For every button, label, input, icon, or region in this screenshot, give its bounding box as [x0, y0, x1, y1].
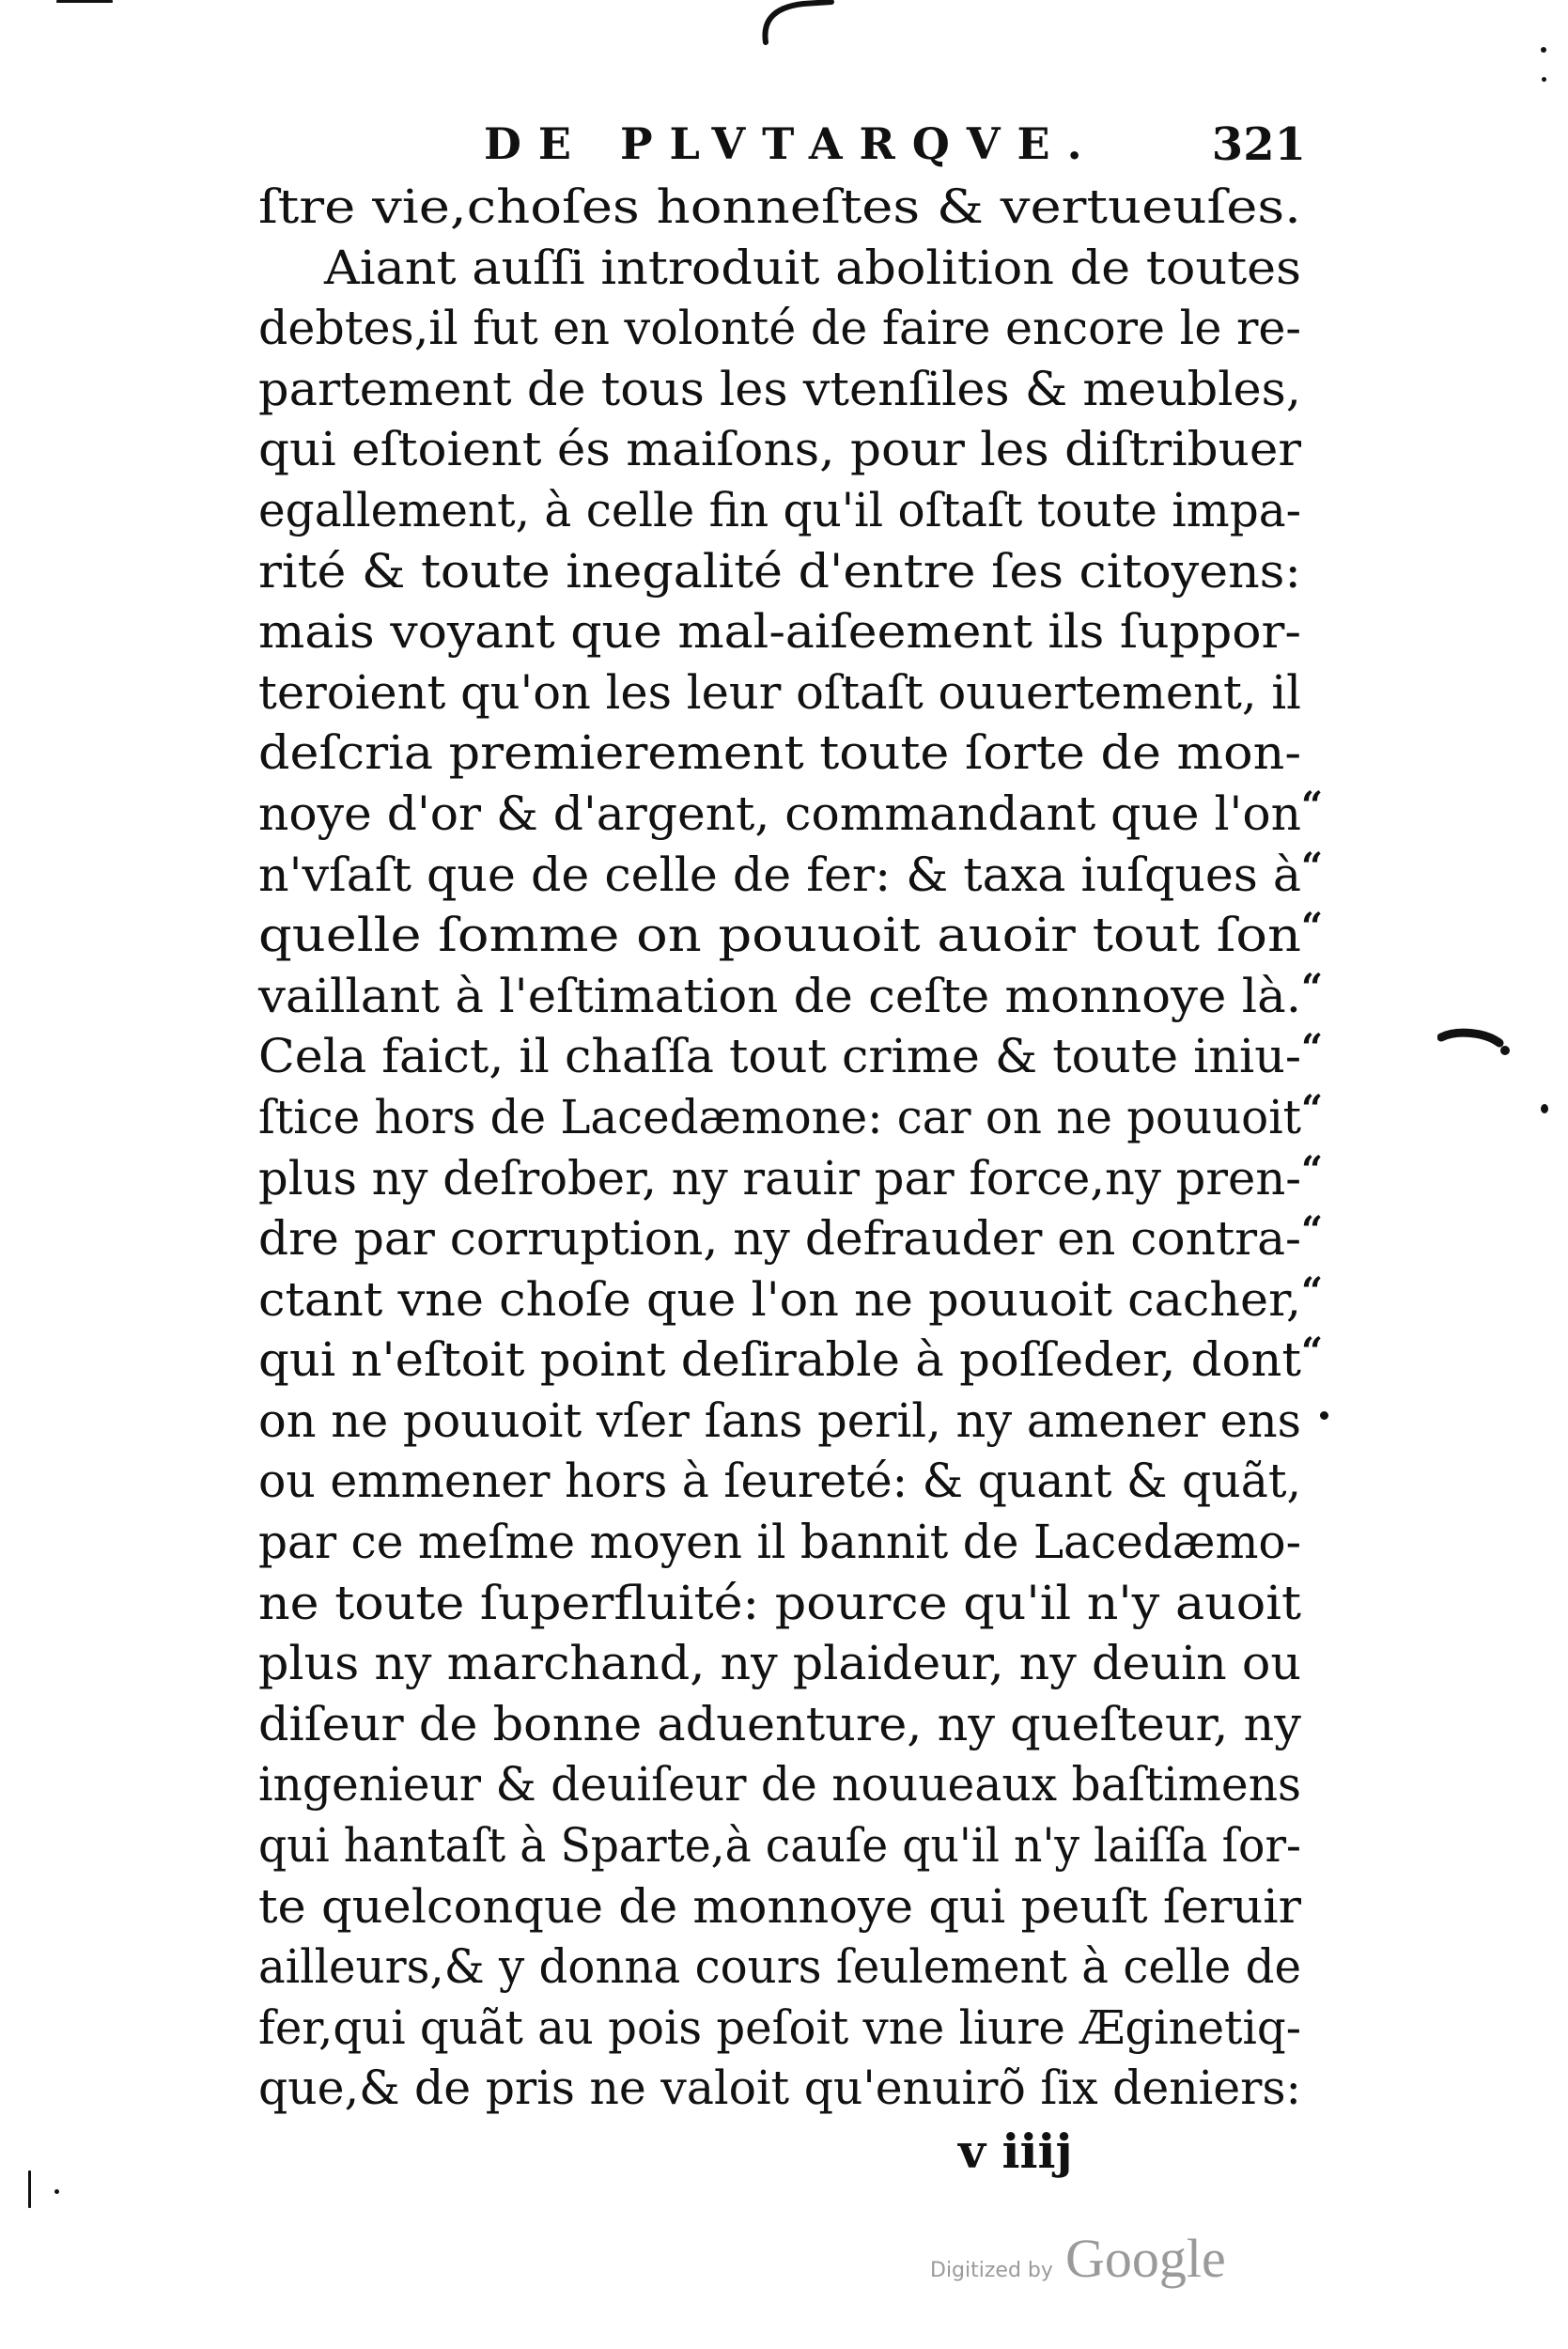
text-line-content: ailleurs,& y donna cours ſeulement à celle de — [258, 1939, 1301, 1995]
body-text — [258, 177, 1324, 2119]
signature-mark: v iiij — [958, 2123, 1073, 2179]
text-line-content: diſeur de bonne aduenture, ny queſteur, ny — [258, 1696, 1301, 1751]
text-line — [258, 359, 1301, 420]
text-line-content: noye d'or & d'argent, commandant que l'on — [258, 786, 1301, 841]
top-ink-mark — [752, 0, 836, 47]
text-line — [258, 1268, 1324, 1330]
text-line-content: qui n'eſtoit point deſirable à poſſeder, dont — [258, 1332, 1302, 1388]
text-line — [258, 1754, 1301, 1815]
text-line-content: debtes,il fut en volonté de faire encore le re- — [258, 301, 1301, 356]
text-line — [258, 723, 1301, 784]
margin-speck — [1320, 1411, 1328, 1420]
text-line-content: on ne pouuoit vſer ſans peril, ny amener ens — [258, 1392, 1301, 1448]
text-line — [258, 1815, 1301, 1876]
margin-ink-mark — [1437, 1024, 1513, 1062]
text-line — [258, 1937, 1301, 1998]
margin-quote-mark: “ — [1301, 965, 1324, 1010]
text-line — [258, 1512, 1301, 1573]
text-line — [258, 1573, 1301, 1634]
page-number: 321 — [1211, 118, 1306, 171]
margin-quote-mark: “ — [1301, 1208, 1324, 1253]
margin-speck — [54, 2189, 59, 2194]
margin-speck — [1541, 1104, 1548, 1113]
watermark-small-text: Digitized by — [930, 2259, 1053, 2282]
text-line — [258, 1998, 1301, 2059]
text-line — [258, 298, 1301, 359]
text-line — [258, 1086, 1324, 1148]
text-line — [258, 1026, 1324, 1087]
text-line — [258, 1451, 1301, 1512]
text-line-content: mais voyant que mal-aiſeement ils ſuppor- — [258, 604, 1301, 660]
text-line — [258, 1633, 1301, 1694]
margin-quote-mark: “ — [1301, 1026, 1324, 1071]
text-line-content: ſtre vie,choſes honneſtes & vertueuſes. — [258, 179, 1301, 234]
text-line-content: fer,qui quãt au pois peſoit vne liure Æginetiq- — [258, 1999, 1301, 2055]
text-line-content: te quelconque de monnoye qui peuſt ſeruir — [258, 1878, 1301, 1934]
text-line — [258, 965, 1324, 1027]
margin-quote-mark: “ — [1301, 1330, 1324, 1375]
text-line — [258, 1391, 1301, 1452]
text-line — [258, 238, 1301, 299]
text-line-content: ingenieur & deuiſeur de nouueaux baſtimens — [258, 1757, 1301, 1812]
text-line-content: qui eſtoient és maiſons, pour les diſtribuer — [258, 422, 1301, 477]
text-line — [258, 1694, 1301, 1755]
margin-quote-mark: “ — [1301, 844, 1324, 889]
text-line-content: ou emmener hors à ſeureté: & quant & quãt, — [258, 1454, 1301, 1509]
text-line-content: ctant vne choſe que l'on ne pouuoit cacher, — [258, 1271, 1301, 1327]
margin-speck — [1541, 47, 1546, 53]
margin-quote-mark: “ — [1301, 905, 1324, 950]
text-line — [258, 905, 1324, 966]
text-line-content: Aiant auſſi introduit abolition de toutes — [324, 240, 1301, 295]
edge-stroke — [28, 2170, 31, 2208]
text-line-content: quelle ſomme on pouuoit auoir tout ſon — [258, 908, 1301, 963]
margin-quote-mark: “ — [1301, 1086, 1324, 1131]
text-line — [258, 1208, 1324, 1269]
running-title: DE PLVTARQVE. — [484, 118, 1099, 169]
text-line — [258, 2058, 1301, 2119]
text-line — [258, 662, 1301, 723]
text-line — [258, 1147, 1324, 1209]
text-line — [258, 177, 1301, 238]
text-line-content: egallement, à celle fin qu'il oſtaſt toute impa- — [258, 482, 1301, 537]
text-line-content: par ce meſme moyen il bannit de Lacedæmo- — [258, 1515, 1301, 1570]
text-line-content: qui hantaſt à Sparte,à cauſe qu'il n'y laiſſa ſor- — [258, 1818, 1301, 1874]
text-line-content: ne toute ſuperfluité: pource qu'il n'y auoit — [258, 1575, 1301, 1630]
digitized-watermark — [930, 2227, 1226, 2290]
margin-quote-mark: “ — [1301, 783, 1324, 828]
text-line-content: dre par corruption, ny defrauder en contra- — [258, 1211, 1301, 1267]
text-line — [258, 419, 1301, 480]
text-line — [258, 601, 1301, 662]
google-wordmark: Google — [1065, 2228, 1226, 2289]
text-line-content: teroient qu'on les leur oſtaſt ouuertement, il — [258, 664, 1301, 720]
margin-quote-mark: “ — [1301, 1268, 1324, 1314]
edge-stroke — [56, 0, 113, 3]
margin-quote-mark: “ — [1301, 1147, 1324, 1192]
text-line-content: plus ny marchand, ny plaideur, ny deuin ou — [258, 1636, 1302, 1691]
margin-speck — [1542, 77, 1546, 82]
text-line-content: ſtice hors de Lacedæmone: car on ne pouuoit — [258, 1089, 1301, 1144]
text-line — [258, 783, 1324, 845]
text-line — [258, 1330, 1324, 1391]
text-line-content: plus ny deſrober, ny rauir par force,ny pren- — [258, 1150, 1301, 1206]
text-line-content: Cela faict, il chaſſa tout crime & toute iniu- — [258, 1029, 1301, 1084]
text-line — [258, 480, 1301, 541]
text-line-content: partement de tous les vtenſiles & meubles, — [258, 361, 1301, 416]
text-line-content: n'vſaſt que de celle de fer: & taxa iuſques à — [258, 847, 1301, 902]
text-line — [258, 1876, 1301, 1937]
text-line-content: vaillant à l'eſtimation de ceſte monnoye là. — [258, 968, 1301, 1023]
text-line — [258, 541, 1301, 602]
text-line-content: rité & toute inegalité d'entre ſes citoyens: — [258, 543, 1301, 599]
text-line — [258, 844, 1324, 906]
text-line-content: que,& de pris ne valoit qu'enuirõ ſix deniers: — [258, 2061, 1301, 2116]
text-line-content: deſcria premierement toute ſorte de mon- — [258, 725, 1301, 781]
